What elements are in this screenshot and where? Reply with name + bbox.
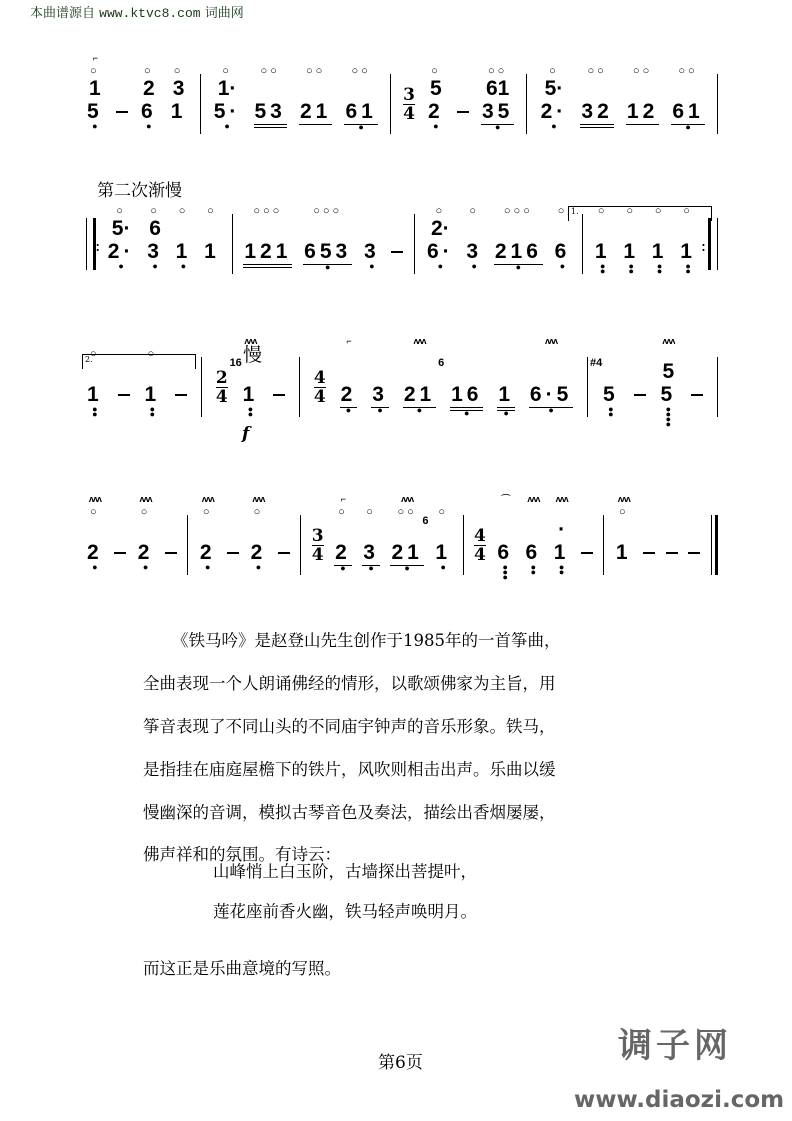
main-note: 21	[403, 383, 436, 406]
octave-dots: ●	[358, 122, 364, 132]
barline	[717, 74, 718, 134]
harmonic-circle-icon: ○	[431, 65, 441, 77]
score-system-3	[86, 335, 718, 445]
main-note: 2	[137, 541, 154, 564]
grace-note: 16	[229, 357, 242, 369]
octave-dots: ●	[340, 563, 346, 573]
upper-note: 61	[485, 77, 510, 100]
octave-dots: ●	[548, 405, 554, 415]
harmonic-circle-icon: ○	[173, 65, 184, 77]
octave-dots: ●	[345, 405, 352, 415]
note-group	[426, 192, 455, 288]
main-note: 1	[435, 541, 452, 564]
time-sig-bottom: 4	[311, 545, 324, 565]
octave-dots: ●	[494, 122, 501, 132]
octave-dots: ●	[142, 562, 149, 572]
octave-dots: ●	[146, 121, 152, 131]
ornament-mark: ʌʌʌ	[139, 494, 152, 504]
barline	[300, 515, 301, 575]
main-note: 2	[87, 541, 103, 564]
note-group	[170, 52, 188, 148]
header-url: www.ktvc8.com	[99, 6, 201, 21]
sustain-dash	[581, 552, 593, 554]
octave-dots: ●	[92, 121, 98, 131]
octave-dots: ● ● ● ●	[665, 404, 672, 429]
note-group	[590, 335, 620, 431]
note-group	[626, 52, 659, 149]
harmonic-circle-icon: ○	[207, 205, 217, 217]
main-note: 6·5	[529, 383, 573, 406]
harmonic-circle-icon: ○○	[306, 65, 326, 77]
ornament-mark: ⌐	[346, 336, 351, 346]
poem-line: 山峰悄上白玉阶，古墙探出菩提叶，	[213, 862, 477, 881]
harmonic-circle-icon: ○	[338, 506, 348, 518]
octave-dots: ● ●	[92, 404, 98, 419]
note-group	[403, 335, 436, 432]
octave-dots: ●	[440, 562, 446, 572]
note-group	[146, 192, 164, 288]
main-note: 35	[481, 100, 514, 123]
harmonic-circle-icon: ○○○	[503, 205, 533, 217]
octave-dots: ●	[377, 405, 383, 415]
note-group	[340, 335, 358, 432]
main-note: 1	[615, 541, 632, 564]
note-group	[107, 192, 136, 288]
main-note: 216	[494, 240, 542, 263]
main-note: 6	[140, 100, 157, 123]
grace-note: #4	[590, 357, 603, 369]
main-note: 1	[170, 100, 187, 123]
sustain-dash	[273, 394, 285, 396]
ornament-mark: ʌʌʌ	[252, 494, 265, 504]
time-sig-top: 4	[313, 368, 326, 388]
octave-dots: ● ●	[608, 404, 614, 419]
note-group	[140, 52, 158, 148]
octave-dots: ● ●	[558, 562, 565, 577]
barline	[603, 515, 604, 575]
harmonic-circle-icon: ○	[178, 205, 189, 217]
main-note: 1	[594, 240, 611, 263]
ornament-mark: ʌʌʌ	[527, 494, 540, 504]
octave-dots: ● ●	[656, 261, 663, 276]
sustain-dash	[116, 111, 128, 113]
score-system-2	[86, 192, 718, 302]
barline	[717, 357, 718, 417]
time-sig-top: 2	[215, 368, 228, 388]
note-group	[203, 192, 221, 288]
sustain-dash	[227, 552, 239, 554]
note-group	[525, 493, 543, 589]
note-group	[494, 192, 543, 289]
barline	[526, 74, 527, 134]
note-group	[137, 493, 155, 589]
note-group	[529, 335, 573, 432]
octave-dots: ●	[369, 261, 375, 271]
sustain-dash	[278, 552, 290, 554]
main-note: 121	[243, 240, 292, 268]
main-note: 6·	[426, 240, 454, 263]
main-note: 21	[299, 100, 332, 123]
main-note: 2	[428, 100, 444, 123]
octave-dots: ● ●	[600, 261, 606, 276]
octave-dots: ●	[471, 261, 477, 271]
main-note: 1	[242, 383, 259, 406]
score-system-4	[86, 493, 718, 603]
octave-dots: ● ●	[685, 261, 691, 276]
ornament-mark: ⌐	[92, 53, 97, 63]
sustain-dash	[114, 552, 126, 554]
ornament-mark: ʌʌʌ	[401, 494, 414, 504]
sustain-dash	[634, 394, 646, 396]
harmonic-circle-icon: ○	[549, 65, 559, 77]
ornament-mark: ʌʌʌ	[201, 494, 214, 504]
barline	[390, 74, 391, 134]
main-note: 2·	[107, 240, 135, 263]
time-sig-bottom: 4	[403, 104, 415, 124]
harmonic-circle-icon: ○	[683, 205, 693, 217]
main-note: 2·	[540, 100, 568, 123]
note-group	[497, 335, 515, 435]
sustain-dash	[691, 394, 703, 396]
octave-dots: ●	[118, 261, 124, 271]
main-note: 1	[680, 240, 696, 263]
barline	[200, 74, 201, 134]
grace-note: 6	[438, 357, 445, 369]
sustain-dash	[118, 394, 130, 396]
octave-dots: ●	[324, 262, 331, 272]
upper-note: 3	[172, 77, 185, 100]
ornament-mark: ʌʌʌ	[617, 494, 630, 504]
harmonic-circle-icon: ○	[435, 205, 446, 217]
harmonic-circle-icon: ○	[626, 205, 637, 217]
note-group	[175, 192, 193, 288]
harmonic-circle-icon: ○○	[587, 65, 607, 77]
octave-dots: ●	[368, 563, 374, 573]
upper-note: 5·	[544, 77, 564, 100]
main-note: 61	[672, 100, 704, 123]
octave-dots: ● ●	[628, 261, 634, 276]
harmonic-circle-icon: ○	[597, 205, 608, 217]
ornament-mark: ⌒	[501, 494, 510, 504]
main-note: 2	[340, 383, 357, 406]
barline	[414, 214, 415, 274]
harmonic-circle-icon: ○	[90, 65, 100, 77]
octave-dots: ●	[152, 261, 158, 271]
source-header	[30, 2, 244, 21]
sustain-dash	[165, 552, 177, 554]
note-group	[254, 52, 287, 152]
ornament-mark: ʌʌʌ	[413, 336, 426, 346]
paragraph-line: 《铁马吟》是赵登山先生创作于1985年的一首筝曲，	[172, 631, 561, 650]
main-note: 16	[450, 383, 483, 411]
barline	[201, 357, 202, 417]
final-barline	[711, 515, 718, 575]
ornament-mark: ʌʌʌ	[662, 336, 675, 346]
note-group	[622, 192, 640, 288]
main-note: 2	[199, 541, 216, 564]
time-signature	[474, 527, 486, 564]
main-note: 5·	[213, 100, 241, 123]
harmonic-circle-icon: ○	[202, 506, 213, 518]
paragraph-line: 慢幽深的音调，模拟古琴音色及奏法，描绘出香烟屡屡，	[143, 803, 556, 822]
volta-2-label: 2.	[85, 355, 93, 364]
main-note: 5	[660, 383, 677, 406]
note-group	[553, 493, 571, 589]
note-group	[334, 493, 352, 590]
harmonic-circle-icon: ○○	[260, 65, 280, 77]
time-sig-bottom: 4	[215, 387, 228, 407]
octave-dots: ●	[433, 121, 439, 131]
barline	[463, 515, 464, 575]
note-group	[615, 493, 633, 589]
main-note: 53	[254, 100, 287, 128]
note-group	[554, 192, 572, 288]
sustain-dash	[643, 552, 655, 554]
note-group	[243, 192, 292, 292]
octave-dots: ●	[503, 408, 509, 418]
note-group	[679, 192, 697, 288]
header-suffix: 词曲网	[204, 6, 244, 21]
main-note: 1	[87, 383, 103, 406]
harmonic-circle-icon: ○	[366, 506, 376, 518]
harmonic-circle-icon: ○○○	[253, 205, 283, 217]
octave-dots: ●	[224, 121, 230, 131]
harmonic-circle-icon: ○	[90, 506, 100, 518]
octave-dots: ●	[685, 122, 691, 132]
time-signature	[312, 527, 324, 564]
octave-dots: ● ● ●	[502, 562, 508, 582]
time-sig-top: 4	[474, 526, 486, 546]
repeat-end	[708, 218, 718, 270]
repeat-start	[86, 218, 96, 270]
note-group	[86, 493, 104, 589]
harmonic-circle-icon: ○	[147, 348, 158, 360]
main-note: 3	[372, 383, 388, 406]
note-group	[250, 493, 268, 589]
time-sig-bottom: 4	[313, 387, 326, 407]
note-group	[540, 52, 569, 148]
time-sig-bottom: 4	[474, 545, 486, 565]
paragraph-line: 全曲表现一个人朗诵佛经的情形，以歌颂佛家为主旨，用	[143, 674, 556, 693]
sustain-dash	[457, 111, 469, 113]
harmonic-circle-icon: ○	[140, 506, 151, 518]
harmonic-circle-icon: ○○	[397, 506, 417, 518]
note-group	[651, 192, 669, 288]
harmonic-circle-icon: ○	[143, 65, 154, 77]
main-note: 2	[250, 541, 267, 564]
note-group	[671, 52, 704, 149]
upper-note: 2	[142, 77, 155, 100]
time-sig-top: 3	[403, 85, 415, 105]
harmonic-circle-icon: ○	[90, 348, 100, 360]
harmonic-circle-icon: ○○○	[313, 205, 343, 217]
upper-note: 6	[149, 217, 161, 240]
note-group	[660, 335, 678, 431]
main-note: 1	[204, 240, 220, 263]
closing-line: 而这正是乐曲意境的写照。	[143, 959, 341, 978]
octave-dots: ●	[416, 405, 423, 415]
harmonic-circle-icon: ○	[253, 506, 264, 518]
note-group	[465, 192, 483, 288]
note-group	[213, 52, 242, 148]
poem-line: 莲花座前香火幽，铁马轻声唤明月。	[213, 902, 477, 921]
main-note: 3	[147, 240, 163, 263]
note-group	[199, 493, 217, 589]
octave-dots: ●	[404, 563, 410, 573]
note-group	[438, 335, 483, 435]
watermark-url: www.diaozi.com	[574, 1087, 785, 1113]
main-note: 1	[497, 383, 515, 411]
barline	[232, 214, 233, 274]
main-note: 1	[175, 240, 192, 263]
octave-dots: ●	[255, 562, 262, 572]
harmonic-circle-icon: ○	[654, 205, 665, 217]
note-group	[344, 52, 377, 149]
barline	[587, 357, 588, 417]
note-group	[427, 52, 445, 148]
sustain-dash	[666, 552, 678, 554]
main-note: 2	[335, 541, 351, 564]
sustain-dash	[391, 251, 403, 253]
main-note: 3	[363, 541, 379, 564]
main-note: 1	[651, 240, 668, 263]
time-signature	[216, 369, 228, 406]
main-note: 1	[144, 383, 161, 406]
harmonic-circle-icon: ○	[438, 506, 448, 518]
note-group	[363, 192, 381, 288]
score-system-1	[86, 52, 718, 162]
note-group	[580, 52, 613, 152]
main-note: 5	[603, 383, 619, 406]
note-group	[594, 192, 612, 288]
watermark-logo: 调子网	[618, 1026, 732, 1066]
main-note: 5	[87, 100, 103, 123]
octave-dots: ●	[205, 562, 211, 572]
harmonic-circle-icon: ○○	[351, 65, 371, 77]
harmonic-circle-icon: ○	[150, 205, 160, 217]
sustain-dash	[175, 394, 187, 396]
main-note: 3	[363, 240, 380, 263]
barline	[582, 214, 583, 274]
time-sig-top: 3	[311, 526, 324, 546]
main-note: 61	[345, 100, 377, 123]
note-group	[303, 192, 352, 289]
octave-dots: ●	[464, 408, 470, 418]
upper-note: 5·	[111, 217, 131, 240]
main-note: 6	[525, 541, 542, 564]
paragraph-line: 是指挂在庙庭屋檐下的铁片，风吹则相击出声。乐曲以缓	[143, 760, 556, 779]
note-group	[422, 493, 452, 589]
time-signature	[403, 86, 415, 123]
upper-note: 1	[89, 77, 101, 100]
grace-note: 6	[422, 515, 429, 527]
octave-dots: ●	[515, 262, 522, 272]
upper-note: 2·	[430, 217, 450, 240]
note-group	[299, 52, 332, 149]
ornament-mark: ʌʌʌ	[88, 494, 101, 504]
note-group	[371, 335, 389, 432]
octave-dots: ● ●	[247, 404, 254, 419]
time-signature	[314, 369, 326, 406]
octave-dots: ●	[559, 261, 566, 271]
upper-note: 1·	[217, 77, 237, 100]
harmonic-circle-icon: ○	[618, 506, 629, 518]
harmonic-circle-icon: ○	[222, 65, 232, 77]
volta-1-label: 1.	[571, 207, 579, 216]
barline	[187, 515, 188, 575]
dynamic-mark: f	[242, 424, 250, 444]
main-note: 653	[304, 240, 352, 263]
harmonic-circle-icon: ○○	[488, 65, 508, 77]
octave-dots: ●	[180, 261, 187, 271]
note-group	[229, 335, 263, 431]
main-note: 6	[554, 240, 571, 263]
main-note: 21	[391, 541, 423, 564]
ornament-mark: ʌʌʌ	[244, 336, 257, 346]
upper-note: 5	[430, 77, 442, 100]
note-group	[390, 493, 423, 590]
harmonic-circle-icon: ○	[557, 205, 568, 217]
octave-dots: ● ●	[530, 562, 537, 577]
upper-note: ·	[558, 518, 566, 541]
main-note: 1	[623, 240, 640, 263]
octave-dots: ●	[437, 261, 444, 271]
main-note: 12	[626, 100, 659, 123]
main-note: 1	[553, 541, 570, 564]
ornament-mark: ʌʌʌ	[545, 336, 558, 346]
sustain-dash	[688, 552, 700, 554]
octave-dots: ●	[551, 121, 557, 131]
harmonic-circle-icon: ○○	[678, 65, 698, 77]
paragraph-line: 筝音表现了不同山头的不同庙宇钟声的音乐形象。铁马，	[143, 717, 556, 736]
upper-note: 5	[662, 360, 675, 383]
paragraph-line: 佛声祥和的氛围。有诗云：	[143, 845, 341, 864]
harmonic-circle-icon: ○	[469, 205, 480, 217]
octave-dots: ● ●	[149, 404, 156, 419]
ornament-mark: ⌐	[340, 494, 346, 504]
note-group	[86, 52, 104, 148]
harmonic-circle-icon: ○	[116, 205, 126, 217]
note-group	[496, 493, 514, 589]
main-note: 32	[580, 100, 613, 128]
harmonic-circle-icon: ○○	[632, 65, 653, 77]
tempo-mark: 慢	[243, 344, 263, 366]
ornament-mark: ʌʌʌ	[555, 494, 568, 504]
main-note: 3	[466, 240, 483, 263]
page-number: 第6页	[378, 1053, 423, 1073]
note-group	[86, 335, 104, 431]
note-group	[143, 335, 161, 431]
note-group	[362, 493, 380, 590]
system-2-label: 第二次渐慢	[97, 181, 182, 201]
note-group	[481, 52, 514, 149]
main-note: 6	[497, 541, 514, 564]
barline	[299, 357, 300, 417]
header-prefix: 本曲谱源自	[30, 6, 96, 21]
octave-dots: ●	[92, 562, 98, 572]
